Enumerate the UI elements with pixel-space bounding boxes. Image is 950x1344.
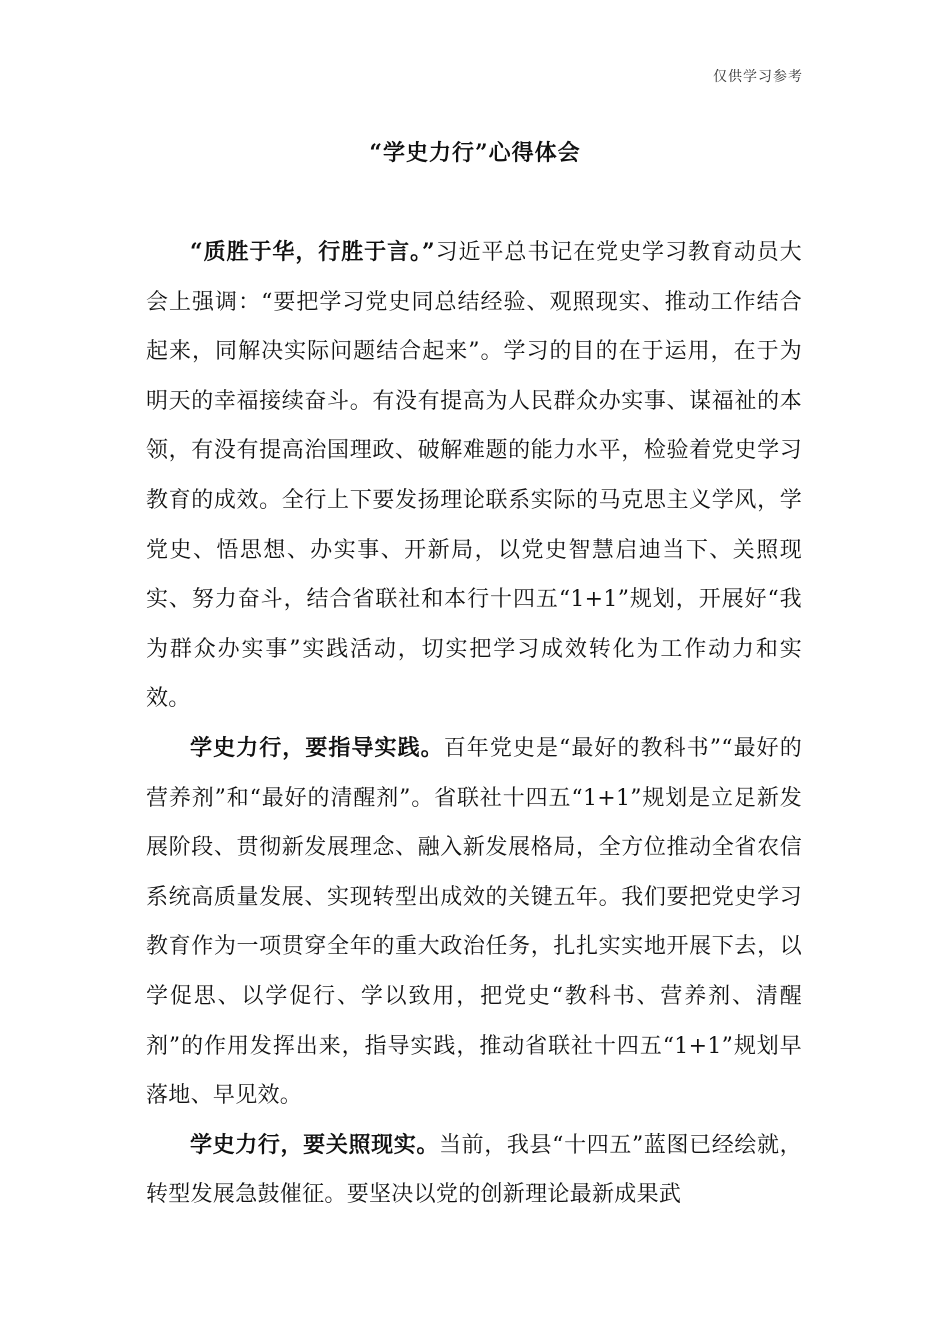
paragraph-text: 习近平总书记在党史学习教育动员大会上强调：“要把学习党史同总结经验、观照现实、推动工作结合起来，同解决实际问题结合起来”。学习的目的在于运用，在于为明天的幸福接续奋斗。有没有提高为人民群众办实事、谋福祉的本领，有没有提高治国理政、破解难题的能力水平，检验着党史学习教育的成效。全行上下要发扬理论联系实际的马克思主义学风，学党史、悟思想、办实事、开新局，以党史智慧启迪当下、关照现实、努力奋斗，结合省联社和本行十四五“1+1”规划，开展好“我为群众办实事”实践活动，切实把学习成效转化为工作动力和实效。 (146, 240, 802, 712)
paragraph-3 (146, 1121, 802, 1220)
document-body (146, 228, 802, 1220)
header-note: 仅供学习参考 (713, 69, 803, 85)
paragraph-text: 百年党史是“最好的教科书”“最好的营养剂”和“最好的清醒剂”。省联社十四五“1+1”规划是立足新发展阶段、贯彻新发展理念、融入新发展格局，全方位推动全省农信系统高质量发展、实现转型出成效的关键五年。我们要把党史学习教育作为一项贯穿全年的重大政治任务，扎扎实实地开展下去，以学促思、以学促行、学以致用，把党史“教科书、营养剂、清醒剂”的作用发挥出来，指导实践，推动省联社十四五“1+1”规划早落地、早见效。 (146, 735, 802, 1109)
paragraph-lead: 学史力行，要关照现实。 (190, 1131, 439, 1158)
paragraph-lead: 学史力行，要指导实践。 (190, 734, 444, 761)
paragraph-lead: “质胜于华，行胜于言。” (190, 239, 435, 265)
paragraph-2 (146, 724, 802, 1121)
document-title: “学史力行”心得体会 (369, 140, 581, 166)
paragraph-1 (146, 228, 802, 724)
paragraph-text: 当前，我县“十四五”蓝图已经绘就，转型发展急鼓催征。要坚决以党的创新理论最新成果武 (146, 1132, 802, 1208)
